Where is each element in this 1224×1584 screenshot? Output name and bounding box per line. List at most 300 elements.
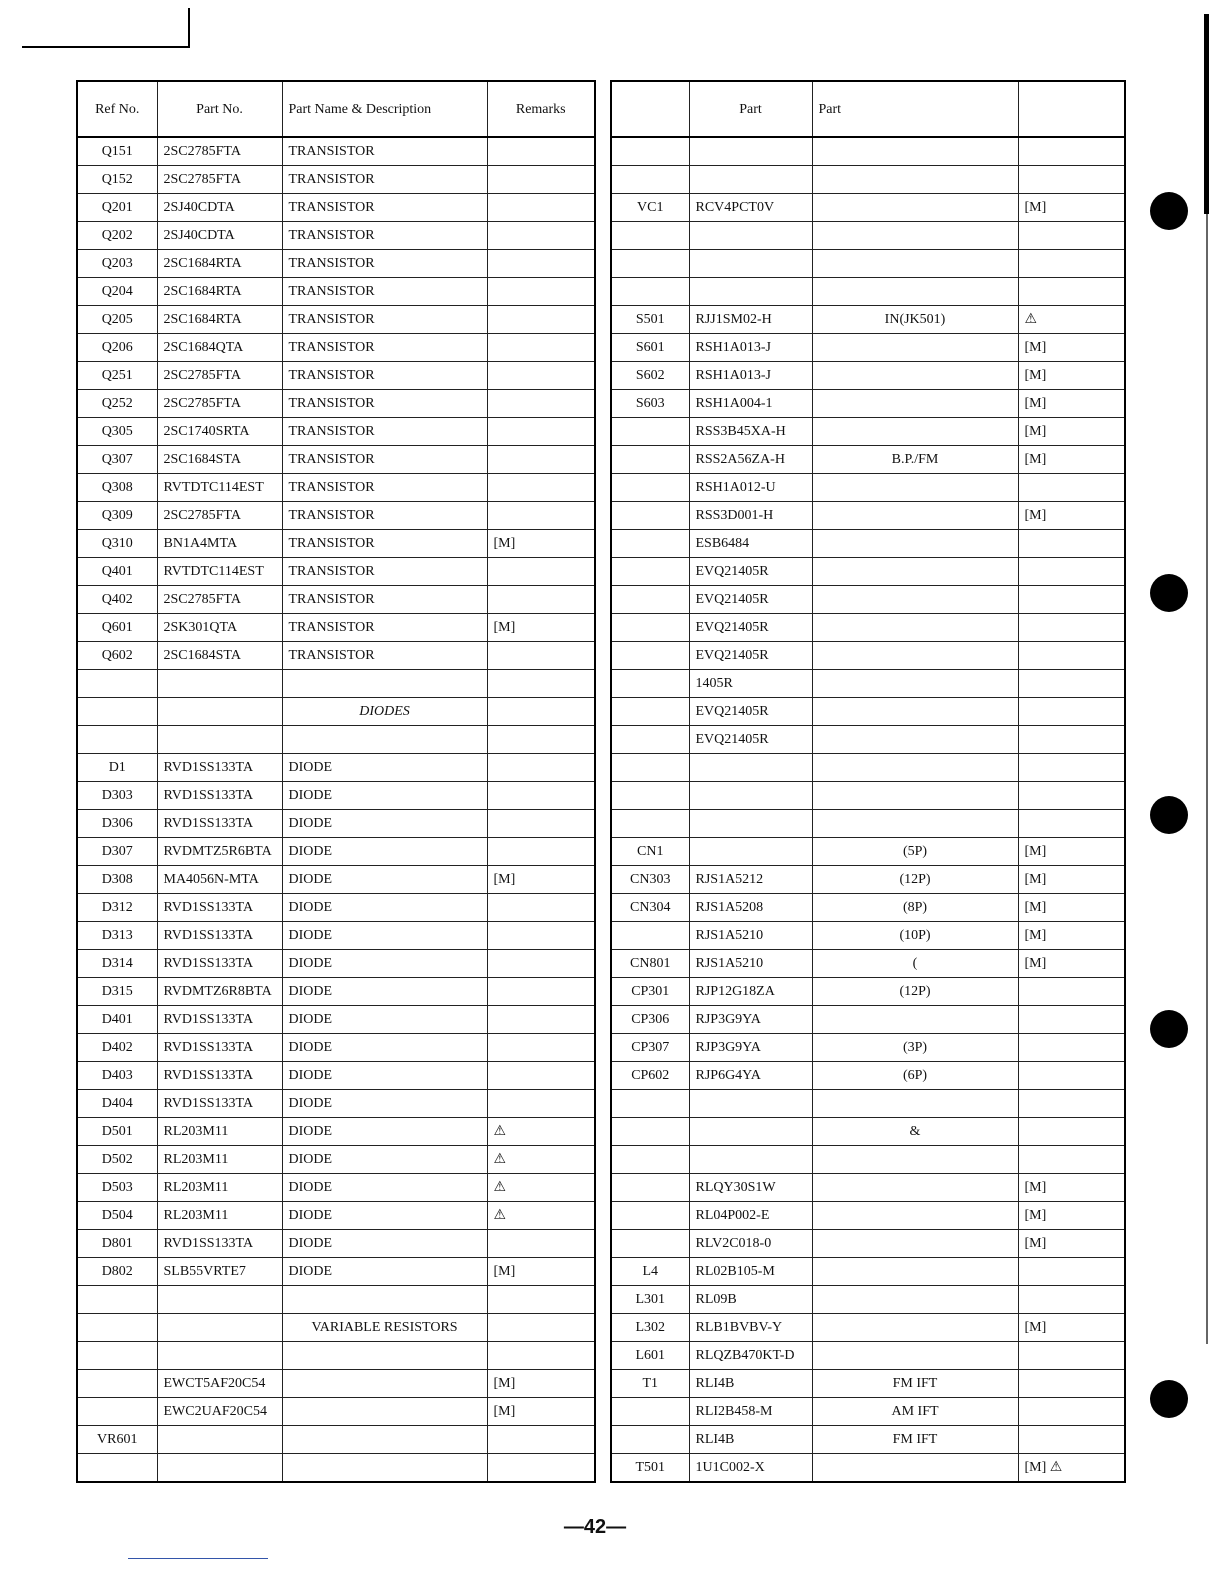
remarks-cell: [M] [1018, 334, 1125, 362]
description-cell: TRANSISTOR [282, 137, 487, 166]
ref-no-cell: Q308 [77, 474, 157, 502]
part-no-cell: RVTDTC114EST [157, 474, 282, 502]
remarks-cell: [M] [1018, 1314, 1125, 1342]
remarks-cell [487, 137, 595, 166]
ref-no-cell: D308 [77, 866, 157, 894]
part-no-cell [689, 166, 812, 194]
ref-no-cell: Q202 [77, 222, 157, 250]
description-cell: (3P) [812, 1034, 1018, 1062]
part-no-cell: RCV4PCT0V [689, 194, 812, 222]
remarks-cell [487, 1286, 595, 1314]
description-cell: TRANSISTOR [282, 586, 487, 614]
scan-edge-mark [1204, 14, 1209, 214]
remarks-cell [1018, 222, 1125, 250]
ref-no-cell: Q402 [77, 586, 157, 614]
remarks-cell [487, 950, 595, 978]
ref-no-cell: Q307 [77, 446, 157, 474]
remarks-cell [1018, 1258, 1125, 1286]
ref-no-cell: D401 [77, 1006, 157, 1034]
description-cell [812, 586, 1018, 614]
description-cell: TRANSISTOR [282, 250, 487, 278]
table-row [77, 950, 595, 978]
remarks-cell [487, 250, 595, 278]
ref-no-cell: Q151 [77, 137, 157, 166]
part-no-cell: RSS3D001-H [689, 502, 812, 530]
part-no-cell [157, 1314, 282, 1342]
header-part-no: Part No. [157, 81, 282, 137]
ref-no-cell: CN1 [611, 838, 689, 866]
table-row [77, 1146, 595, 1174]
header-description: Part Name & Description [282, 81, 487, 137]
remarks-cell [487, 726, 595, 754]
remarks-cell: [M] [1018, 446, 1125, 474]
table-row [77, 446, 595, 474]
part-no-cell: RLI2B458-M [689, 1398, 812, 1426]
table-row [77, 418, 595, 446]
remarks-cell [1018, 1426, 1125, 1454]
description-cell: TRANSISTOR [282, 334, 487, 362]
ref-no-cell: L302 [611, 1314, 689, 1342]
table-row [77, 502, 595, 530]
ref-no-cell: T501 [611, 1454, 689, 1483]
parts-table-left [76, 80, 596, 1483]
table-row [77, 1230, 595, 1258]
description-cell: (10P) [812, 922, 1018, 950]
table-row [77, 642, 595, 670]
part-no-cell: RSH1A013-J [689, 362, 812, 390]
description-cell [812, 278, 1018, 306]
description-cell [812, 1342, 1018, 1370]
description-cell: FM IFT [812, 1370, 1018, 1398]
ref-no-cell [611, 446, 689, 474]
remarks-cell [487, 334, 595, 362]
remarks-cell [487, 278, 595, 306]
part-no-cell: 2SC2785FTA [157, 362, 282, 390]
description-cell: DIODES [282, 698, 487, 726]
description-cell [812, 502, 1018, 530]
description-cell [812, 1006, 1018, 1034]
part-no-cell: 2SJ40CDTA [157, 194, 282, 222]
table-row [611, 502, 1125, 530]
part-no-cell [157, 726, 282, 754]
remarks-cell: [M] [487, 1398, 595, 1426]
ref-no-cell: D501 [77, 1118, 157, 1146]
description-cell [812, 558, 1018, 586]
description-cell [812, 474, 1018, 502]
remarks-cell [1018, 698, 1125, 726]
ref-no-cell: S501 [611, 306, 689, 334]
description-cell: DIODE [282, 1090, 487, 1118]
table-row [611, 278, 1125, 306]
ref-no-cell [77, 1286, 157, 1314]
part-no-cell: RJP12G18ZA [689, 978, 812, 1006]
part-no-cell: RL203M11 [157, 1202, 282, 1230]
header-ref-no [611, 81, 689, 137]
ref-no-cell [77, 698, 157, 726]
table-row [77, 726, 595, 754]
part-no-cell: 2SK301QTA [157, 614, 282, 642]
table-row [611, 530, 1125, 558]
table-row [77, 1062, 595, 1090]
part-no-cell: EWCT5AF20C54 [157, 1370, 282, 1398]
ref-no-cell: Q401 [77, 558, 157, 586]
table-row [611, 418, 1125, 446]
description-cell: DIODE [282, 894, 487, 922]
table-row [77, 1006, 595, 1034]
ref-no-cell [611, 250, 689, 278]
remarks-cell [487, 810, 595, 838]
part-no-cell: 2SC2785FTA [157, 502, 282, 530]
ref-no-cell [611, 137, 689, 166]
remarks-cell [1018, 1034, 1125, 1062]
ref-no-cell: Q602 [77, 642, 157, 670]
remarks-cell [487, 1454, 595, 1483]
table-row [611, 1342, 1125, 1370]
remarks-cell [487, 362, 595, 390]
remarks-cell [487, 838, 595, 866]
part-no-cell: RSH1A013-J [689, 334, 812, 362]
part-no-cell: 2SC2785FTA [157, 166, 282, 194]
table-row [77, 1202, 595, 1230]
description-cell [812, 166, 1018, 194]
description-cell: TRANSISTOR [282, 530, 487, 558]
ref-no-cell: Q204 [77, 278, 157, 306]
description-cell: VARIABLE RESISTORS [282, 1314, 487, 1342]
remarks-cell: [M] [487, 530, 595, 558]
remarks-cell [1018, 782, 1125, 810]
part-no-cell [689, 810, 812, 838]
description-cell: FM IFT [812, 1426, 1018, 1454]
remarks-cell: ⚠ [487, 1202, 595, 1230]
part-no-cell [689, 782, 812, 810]
remarks-cell [487, 502, 595, 530]
part-no-cell: RVD1SS133TA [157, 950, 282, 978]
ref-no-cell [611, 166, 689, 194]
remarks-cell [1018, 558, 1125, 586]
part-no-cell: RJS1A5210 [689, 922, 812, 950]
part-no-cell [157, 1286, 282, 1314]
part-no-cell [689, 838, 812, 866]
table-row [77, 922, 595, 950]
part-no-cell: RVTDTC114EST [157, 558, 282, 586]
part-no-cell: RLI4B [689, 1370, 812, 1398]
ref-no-cell: D503 [77, 1174, 157, 1202]
ref-no-cell [77, 1342, 157, 1370]
part-no-cell: RVD1SS133TA [157, 1006, 282, 1034]
ref-no-cell [611, 418, 689, 446]
remarks-cell [1018, 1286, 1125, 1314]
remarks-cell: [M] [1018, 894, 1125, 922]
table-row [77, 530, 595, 558]
part-no-cell: 2SC1740SRTA [157, 418, 282, 446]
remarks-cell: [M] [1018, 838, 1125, 866]
table-row [611, 1146, 1125, 1174]
remarks-cell [487, 1062, 595, 1090]
part-no-cell: 2SC1684RTA [157, 306, 282, 334]
ref-no-cell [611, 698, 689, 726]
part-no-cell: EVQ21405R [689, 586, 812, 614]
table-row [611, 978, 1125, 1006]
parts-table-right-body [611, 137, 1125, 1482]
header-ref-no: Ref No. [77, 81, 157, 137]
table-row [611, 1230, 1125, 1258]
table-row [611, 838, 1125, 866]
description-cell: DIODE [282, 1034, 487, 1062]
ref-no-cell [611, 474, 689, 502]
remarks-cell: [M] [1018, 922, 1125, 950]
ref-no-cell: VC1 [611, 194, 689, 222]
table-row [611, 446, 1125, 474]
table-row [611, 614, 1125, 642]
description-cell: DIODE [282, 1146, 487, 1174]
description-cell [282, 1454, 487, 1483]
ref-no-cell [611, 670, 689, 698]
part-no-cell: RL203M11 [157, 1174, 282, 1202]
description-cell: (5P) [812, 838, 1018, 866]
part-no-cell: EVQ21405R [689, 642, 812, 670]
table-row [77, 194, 595, 222]
ref-no-cell [611, 1398, 689, 1426]
table-row [77, 222, 595, 250]
ref-no-cell: D402 [77, 1034, 157, 1062]
table-row [77, 1286, 595, 1314]
description-cell: TRANSISTOR [282, 194, 487, 222]
ref-no-cell [611, 1230, 689, 1258]
remarks-cell: [M] [487, 614, 595, 642]
description-cell [812, 1314, 1018, 1342]
description-cell [812, 194, 1018, 222]
part-no-cell: RJS1A5212 [689, 866, 812, 894]
part-no-cell: 2SC1684STA [157, 446, 282, 474]
table-row [611, 250, 1125, 278]
remarks-cell [1018, 530, 1125, 558]
table-row [77, 1034, 595, 1062]
table-row [77, 1314, 595, 1342]
remarks-cell [487, 474, 595, 502]
part-no-cell [689, 278, 812, 306]
part-no-cell: RL203M11 [157, 1118, 282, 1146]
table-row [77, 362, 595, 390]
remarks-cell [1018, 586, 1125, 614]
remarks-cell [1018, 137, 1125, 166]
ref-no-cell [611, 278, 689, 306]
ref-no-cell [611, 1118, 689, 1146]
remarks-cell: ⚠ [1018, 306, 1125, 334]
part-no-cell [689, 137, 812, 166]
part-no-cell: 2SC1684RTA [157, 250, 282, 278]
remarks-cell [1018, 726, 1125, 754]
part-no-cell: RVDMTZ6R8BTA [157, 978, 282, 1006]
ref-no-cell [611, 1090, 689, 1118]
description-cell [282, 726, 487, 754]
table-row [611, 810, 1125, 838]
part-no-cell: RVD1SS133TA [157, 894, 282, 922]
ref-no-cell: D307 [77, 838, 157, 866]
table-row [77, 1090, 595, 1118]
ref-no-cell [77, 1398, 157, 1426]
remarks-cell: [M] [1018, 950, 1125, 978]
description-cell [282, 1342, 487, 1370]
remarks-cell [487, 894, 595, 922]
description-cell: TRANSISTOR [282, 558, 487, 586]
description-cell [812, 1258, 1018, 1286]
part-no-cell [689, 1146, 812, 1174]
description-cell: DIODE [282, 1202, 487, 1230]
part-no-cell: RLV2C018-0 [689, 1230, 812, 1258]
ref-no-cell: D502 [77, 1146, 157, 1174]
table-row [611, 1174, 1125, 1202]
description-cell [282, 1370, 487, 1398]
table-row [611, 1062, 1125, 1090]
table-row [77, 1118, 595, 1146]
table-row [611, 1426, 1125, 1454]
remarks-cell: [M] [1018, 1202, 1125, 1230]
part-no-cell: 1U1C002-X [689, 1454, 812, 1483]
ref-no-cell [611, 614, 689, 642]
part-no-cell: RLQY30S1W [689, 1174, 812, 1202]
description-cell: DIODE [282, 782, 487, 810]
table-row [611, 1034, 1125, 1062]
table-row [77, 894, 595, 922]
description-cell: DIODE [282, 1174, 487, 1202]
remarks-cell [487, 194, 595, 222]
ref-no-cell: Q252 [77, 390, 157, 418]
description-cell: DIODE [282, 754, 487, 782]
description-cell [812, 1174, 1018, 1202]
description-cell: TRANSISTOR [282, 362, 487, 390]
remarks-cell [487, 586, 595, 614]
description-cell [812, 222, 1018, 250]
table-row [77, 1174, 595, 1202]
parts-table-right [610, 80, 1126, 1483]
table-row [611, 754, 1125, 782]
description-cell: (8P) [812, 894, 1018, 922]
ref-no-cell: D404 [77, 1090, 157, 1118]
description-cell: DIODE [282, 1230, 487, 1258]
table-row [611, 1202, 1125, 1230]
part-no-cell: RLQZB470KT-D [689, 1342, 812, 1370]
description-cell [812, 250, 1018, 278]
remarks-cell [487, 754, 595, 782]
table-row [77, 166, 595, 194]
remarks-cell [1018, 1006, 1125, 1034]
part-no-cell [689, 1090, 812, 1118]
ref-no-cell [611, 586, 689, 614]
ref-no-cell: L301 [611, 1286, 689, 1314]
remarks-cell: [M] [1018, 418, 1125, 446]
punch-hole-2 [1150, 574, 1188, 612]
remarks-cell [487, 642, 595, 670]
remarks-cell: ⚠ [487, 1146, 595, 1174]
part-no-cell: RL04P002-E [689, 1202, 812, 1230]
description-cell: DIODE [282, 838, 487, 866]
description-cell: & [812, 1118, 1018, 1146]
part-no-cell: 2SC2785FTA [157, 586, 282, 614]
scan-edge-line [1206, 214, 1208, 1344]
remarks-cell [1018, 614, 1125, 642]
remarks-cell [1018, 1062, 1125, 1090]
ref-no-cell: Q251 [77, 362, 157, 390]
part-no-cell: RVD1SS133TA [157, 1090, 282, 1118]
description-cell [812, 698, 1018, 726]
corner-mark-horizontal [22, 46, 190, 48]
part-no-cell [157, 670, 282, 698]
remarks-cell [1018, 1146, 1125, 1174]
ref-no-cell: Q206 [77, 334, 157, 362]
table-row [611, 866, 1125, 894]
description-cell [812, 362, 1018, 390]
remarks-cell [487, 1426, 595, 1454]
part-no-cell: RJJ1SM02-H [689, 306, 812, 334]
table-row [611, 642, 1125, 670]
ref-no-cell: T1 [611, 1370, 689, 1398]
description-cell: AM IFT [812, 1398, 1018, 1426]
description-cell: B.P./FM [812, 446, 1018, 474]
description-cell: TRANSISTOR [282, 614, 487, 642]
remarks-cell [1018, 278, 1125, 306]
table-row [611, 1090, 1125, 1118]
table-row [77, 838, 595, 866]
remarks-cell [1018, 1370, 1125, 1398]
part-no-cell [689, 250, 812, 278]
remarks-cell [1018, 1342, 1125, 1370]
remarks-cell [487, 698, 595, 726]
part-no-cell: EWC2UAF20C54 [157, 1398, 282, 1426]
ref-no-cell: CP301 [611, 978, 689, 1006]
table-row [611, 1314, 1125, 1342]
ref-no-cell: D312 [77, 894, 157, 922]
header-part-no: Part [689, 81, 812, 137]
table-row [77, 1454, 595, 1483]
remarks-cell: [M] [487, 1370, 595, 1398]
table-row [611, 726, 1125, 754]
part-no-cell: RJP6G4YA [689, 1062, 812, 1090]
part-no-cell: RVD1SS133TA [157, 810, 282, 838]
description-cell: ( [812, 950, 1018, 978]
description-cell [812, 1454, 1018, 1483]
part-no-cell: RSH1A004-1 [689, 390, 812, 418]
part-no-cell: RL09B [689, 1286, 812, 1314]
footer-rule [128, 1558, 268, 1559]
description-cell [812, 670, 1018, 698]
ref-no-cell [611, 1202, 689, 1230]
description-cell: (12P) [812, 978, 1018, 1006]
description-cell: TRANSISTOR [282, 474, 487, 502]
ref-no-cell [611, 222, 689, 250]
description-cell: TRANSISTOR [282, 222, 487, 250]
description-cell: TRANSISTOR [282, 502, 487, 530]
table-row [77, 250, 595, 278]
part-no-cell: RVD1SS133TA [157, 1230, 282, 1258]
table-row [77, 754, 595, 782]
part-no-cell: RVD1SS133TA [157, 922, 282, 950]
remarks-cell [487, 782, 595, 810]
ref-no-cell: D303 [77, 782, 157, 810]
description-cell [812, 1286, 1018, 1314]
remarks-cell: [M] [1018, 1174, 1125, 1202]
ref-no-cell [77, 1314, 157, 1342]
table-row [77, 1370, 595, 1398]
description-cell [812, 1090, 1018, 1118]
description-cell: TRANSISTOR [282, 418, 487, 446]
table-row [611, 137, 1125, 166]
table-header [611, 81, 1125, 137]
part-no-cell [157, 698, 282, 726]
remarks-cell [1018, 250, 1125, 278]
description-cell: DIODE [282, 922, 487, 950]
description-cell: DIODE [282, 1118, 487, 1146]
ref-no-cell [611, 530, 689, 558]
